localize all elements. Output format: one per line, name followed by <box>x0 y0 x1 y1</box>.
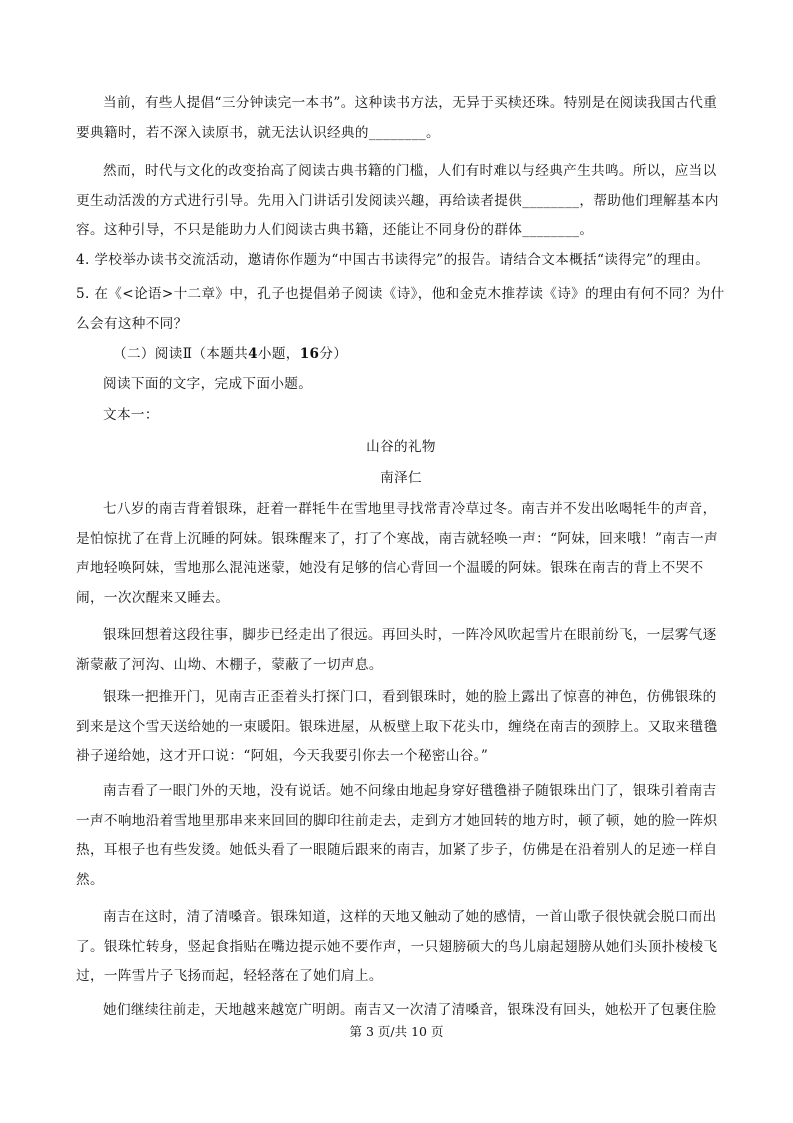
story-paragraph-5: 南吉在这时，清了清嗓音。银珠知道，这样的天地又触动了她的感情，一首山歌子很快就会脱口而出了。银珠忙转身，竖起食指贴在嘴边提示她不要作声，一只翅膀硕大的鸟儿扇起翅膀从她们头顶扑棱棱飞过，一阵雪片子飞扬而起，轻轻落在了她们肩上。 <box>76 909 718 984</box>
text-label: 文本一： <box>103 407 159 423</box>
question-4: 4. 学校举办读书交流活动，邀请你作题为“中国古书读得完”的报告。请结合文本概括“读得完”的理由。 <box>76 252 710 268</box>
question-5: 5. 在《<论语>十二章》中，孔子也提倡弟子阅读《诗》，他和金克木推荐读《诗》的理由有何不同？为什么会有这种不同？ <box>76 286 725 332</box>
reading-instruction: 阅读下面的文字，完成下面小题。 <box>103 376 313 392</box>
page-number-footer: 第 3 页/共 10 页 <box>349 1024 444 1039</box>
story-paragraph-6: 她们继续往前走，天地越来越宽广明朗。南吉又一次清了清嗓音，银珠没有回头，她松开了包裹住脸 <box>103 1002 717 1018</box>
story-paragraph-3: 银珠一把推开门，见南吉正歪着头打探门口，看到银珠时，她的脸上露出了惊喜的神色，仿佛银珠的到来是这个雪天送给她的一束暖阳。银珠进屋，从板壁上取下花头巾，缠绕在南吉的颈脖上。又取来氆氇褂子递给她，这才开口说：“阿姐，今天我要引你去一个秘密山谷。” <box>76 689 718 764</box>
story-paragraph-1: 七八岁的南吉背着银珠，赶着一群牦牛在雪地里寻找常青冷草过冬。南吉并不发出吆喝牦牛的声音，是怕惊扰了在背上沉睡的阿妹。银珠醒来了，打了个寒战，南吉就轻唤一声：“阿妹，回来哦！”南吉一声声地轻唤阿妹，雪地那么混沌迷蒙，她没有足够的信心背回一个温暖的阿妹。银珠在南吉的背上不哭不闹，一次次醒来又睡去。 <box>76 501 719 606</box>
section-prefix: （二）阅读Ⅱ（本题共 <box>113 346 249 362</box>
story-paragraph-2: 银珠回想着这段往事，脚步已经走出了很远。再回头时，一阵冷风吹起雪片在眼前纷飞，一层雾气逐渐蒙蔽了河沟、山坳、木棚子，蒙蔽了一切声息。 <box>76 627 717 673</box>
section-suffix: 分） <box>319 346 348 362</box>
section-question-count: 4 <box>248 346 258 362</box>
story-paragraph-4: 南吉看了一眼门外的天地，没有说话。她不问缘由地起身穿好氆氇褂子随银珠出门了，银珠引着南吉一声不响地沿着雪地里那串来来回回的脚印往前走去，走到方才她回转的地方时，顿了顿，她的脸一阵炽热，耳根子也有些发烫。她低头看了一眼随后跟来的南吉，加紧了步子，仿佛是在沿着别人的足迹一样自然。 <box>76 783 718 888</box>
paragraph-1: 当前，有些人提倡“三分钟读完一本书”。这种读书方法，无异于买椟还珠。特别是在阅读我国古代重要典籍时，若不深入读原书，就无法认识经典的________。 <box>76 95 718 141</box>
section-mid: 小题， <box>257 346 300 362</box>
section-score: 16 <box>299 346 320 362</box>
story-author: 南泽仁 <box>380 470 422 486</box>
story-title: 山谷的礼物 <box>366 439 436 455</box>
paragraph-2: 然而，时代与文化的改变抬高了阅读古典书籍的门槛，人们有时难以与经典产生共鸣。所以，应当以更生动活泼的方式进行引导。先用入门讲话引发阅读兴趣，再给读者提供________，帮助他们理解基本内容。这种引导，不只是能助力人们阅读古典书籍，还能让不同身份的群体________。 <box>76 163 719 238</box>
section-heading <box>113 340 713 370</box>
